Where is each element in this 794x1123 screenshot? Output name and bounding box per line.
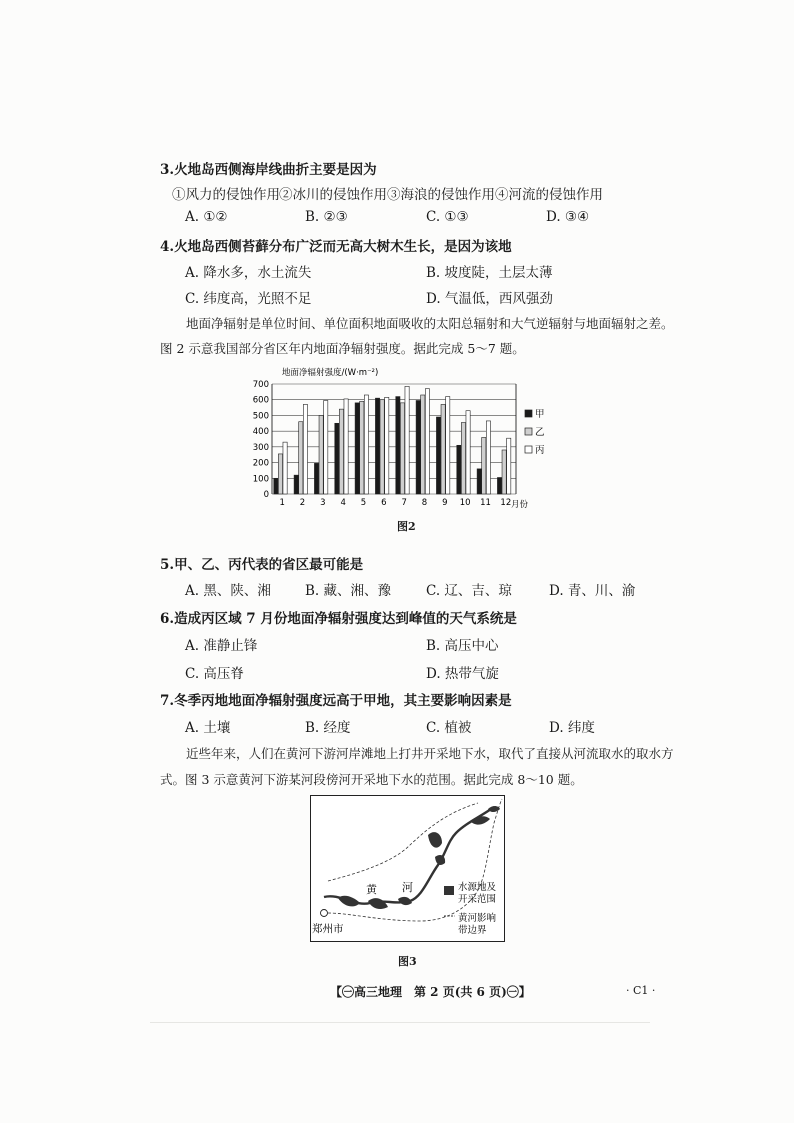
q5-option-b: B. 藏、湘、豫 xyxy=(305,583,392,599)
y-tick-label: 400 xyxy=(252,427,269,438)
x-tick-label: 7 xyxy=(401,498,407,508)
q4-option-b: B. 坡度陡，土层太薄 xyxy=(426,265,553,281)
q4-option-a: A. 降水多，水土流失 xyxy=(185,265,312,281)
bar-甲-1 xyxy=(274,478,278,494)
bar-甲-10 xyxy=(457,445,461,494)
q7-option-b: B. 经度 xyxy=(305,720,351,736)
legend-source-line2: 开采范围 xyxy=(458,894,497,905)
q3-item-3: ③海浪的侵蚀作用 xyxy=(387,187,495,203)
q7-option-a: A. 土壤 xyxy=(185,720,231,736)
bar-乙-12 xyxy=(502,450,506,494)
y-tick-label: 0 xyxy=(263,490,269,500)
bar-甲-7 xyxy=(396,397,400,494)
x-tick-label: 6 xyxy=(381,498,387,508)
bar-甲-6 xyxy=(375,398,379,494)
x-tick-label: 1 xyxy=(279,498,285,508)
y-tick-label: 500 xyxy=(252,411,269,422)
city-label: 郑州市 xyxy=(312,923,344,935)
city-marker xyxy=(321,910,328,917)
bar-乙-6 xyxy=(380,400,384,494)
bar-丙-6 xyxy=(385,397,389,494)
bar-丙-2 xyxy=(303,404,307,494)
bar-甲-8 xyxy=(416,401,420,495)
legend-label-丙: 丙 xyxy=(535,445,545,456)
x-tick-label: 5 xyxy=(360,498,367,508)
bar-乙-7 xyxy=(400,403,404,494)
bar-甲-2 xyxy=(294,475,298,494)
bar-甲-12 xyxy=(497,478,501,495)
chart-ylabel: 地面净辐射强度/(W·m⁻²) xyxy=(282,368,379,378)
bar-甲-3 xyxy=(314,463,318,494)
bar-丙-4 xyxy=(344,399,348,494)
q5-stem: 5.甲、乙、丙代表的省区最可能是 xyxy=(160,557,364,573)
bar-甲-5 xyxy=(355,403,359,494)
legend-source-line1: 水源地及 xyxy=(458,882,497,893)
q3-item-4: ④河流的侵蚀作用 xyxy=(495,187,603,203)
q6-stem: 6.造成丙区域 7 月份地面净辐射强度达到峰值的天气系统是 xyxy=(160,611,517,627)
bar-乙-3 xyxy=(319,415,323,494)
q3-option-d: D. ③④ xyxy=(546,209,590,225)
x-tick-label: 9 xyxy=(442,498,448,508)
q6-option-a: A. 准静止锋 xyxy=(185,638,258,654)
legend-label-甲: 甲 xyxy=(535,409,545,420)
x-tick-label: 11 xyxy=(480,498,491,508)
q5-option-c: C. 辽、吉、琼 xyxy=(426,583,512,599)
figure3-caption: 图3 xyxy=(398,955,417,968)
bar-乙-11 xyxy=(482,437,486,494)
bar-乙-10 xyxy=(461,423,465,495)
intro3-line1: 近些年来，人们在黄河下游河岸滩地上打井开采地下水，取代了直接从河流取水的取水方 xyxy=(186,746,674,761)
bar-丙-10 xyxy=(466,411,470,494)
bar-乙-8 xyxy=(421,395,425,494)
legend-swatch-丙 xyxy=(525,446,532,453)
x-tick-label: 2 xyxy=(299,498,306,508)
bar-甲-9 xyxy=(436,417,440,494)
y-tick-label: 600 xyxy=(252,395,269,406)
y-tick-label: 100 xyxy=(252,474,269,485)
bar-甲-11 xyxy=(477,469,481,494)
q6-option-b: B. 高压中心 xyxy=(426,638,499,654)
q4-option-d: D. 气温低，西风强劲 xyxy=(426,291,553,307)
q7-option-d: D. 纬度 xyxy=(549,720,595,736)
bar-丙-8 xyxy=(425,389,429,494)
bar-丙-12 xyxy=(507,438,511,494)
x-tick-label: 8 xyxy=(421,498,428,508)
q7-stem: 7.冬季丙地地面净辐射强度远高于甲地，其主要影响因素是 xyxy=(160,693,512,709)
x-tick-label: 10 xyxy=(459,498,471,508)
q3-item-2: ②冰川的侵蚀作用 xyxy=(279,187,387,203)
x-tick-label: 4 xyxy=(340,498,346,508)
footer-code: · C1 · xyxy=(626,984,656,997)
bar-乙-2 xyxy=(299,422,303,494)
bar-乙-9 xyxy=(441,404,445,494)
q7-option-c: C. 植被 xyxy=(426,720,472,736)
bar-丙-3 xyxy=(324,401,328,495)
bar-丙-5 xyxy=(364,395,368,494)
bar-丙-11 xyxy=(486,421,490,494)
chart-bars xyxy=(274,386,511,494)
q6-option-d: D. 热带气旋 xyxy=(426,666,499,682)
intro3-line2: 式。图 3 示意黄河下游某河段傍河开采地下水的范围。据此完成 8～10 题。 xyxy=(160,772,583,787)
bar-丙-9 xyxy=(446,397,450,494)
bar-乙-5 xyxy=(360,401,364,494)
legend-swatch-乙 xyxy=(525,428,532,435)
river-label-he: 河 xyxy=(402,881,413,894)
yellow-river-map xyxy=(310,795,505,942)
bar-甲-4 xyxy=(335,423,339,494)
q3-stem: 3.火地岛西侧海岸线曲折主要是因为 xyxy=(160,162,377,178)
figure2-caption: 图2 xyxy=(397,520,416,533)
q4-stem: 4.火地岛西侧苔藓分布广泛而无高大树木生长，是因为该地 xyxy=(160,239,512,255)
legend-source-swatch xyxy=(444,886,454,895)
page-edge-divider xyxy=(150,1022,650,1023)
y-tick-label: 700 xyxy=(252,380,269,390)
q4-option-c: C. 纬度高，光照不足 xyxy=(185,291,312,307)
river-label-huang: 黄 xyxy=(366,883,377,896)
bar-乙-4 xyxy=(339,409,343,494)
footer-page-info: 【㊀高三地理 第 2 页(共 6 页)㊀】 xyxy=(330,985,531,999)
q6-option-c: C. 高压脊 xyxy=(185,666,244,682)
legend-label-乙: 乙 xyxy=(535,427,545,438)
y-tick-label: 200 xyxy=(252,458,269,469)
x-tick-label: 12 xyxy=(500,498,512,508)
intro2-line1: 地面净辐射是单位时间、单位面积地面吸收的太阳总辐射和大气逆辐射与地面辐射之差。 xyxy=(186,316,674,331)
bar-乙-1 xyxy=(278,454,282,494)
legend-boundary-line1: 黄河影响 xyxy=(458,913,497,924)
legend-swatch-甲 xyxy=(525,410,532,417)
q5-option-d: D. 青、川、渝 xyxy=(549,583,636,599)
bar-丙-7 xyxy=(405,386,409,494)
chart-legend xyxy=(525,409,545,456)
q3-option-b: B. ②③ xyxy=(305,209,348,225)
q3-item-1: ①风力的侵蚀作用 xyxy=(172,187,280,203)
q3-option-c: C. ①③ xyxy=(426,209,469,225)
bar-丙-1 xyxy=(283,442,287,494)
q5-option-a: A. 黑、陕、湘 xyxy=(185,583,271,599)
net-radiation-chart xyxy=(250,362,550,512)
intro2-line2: 图 2 示意我国部分省区年内地面净辐射强度。据此完成 5～7 题。 xyxy=(160,341,525,356)
x-tick-label: 3 xyxy=(320,498,326,508)
y-tick-label: 300 xyxy=(252,442,269,453)
q3-option-a: A. ①② xyxy=(185,209,228,225)
chart-xlabel: 月份 xyxy=(511,500,529,510)
legend-boundary-line2: 带边界 xyxy=(458,925,487,936)
